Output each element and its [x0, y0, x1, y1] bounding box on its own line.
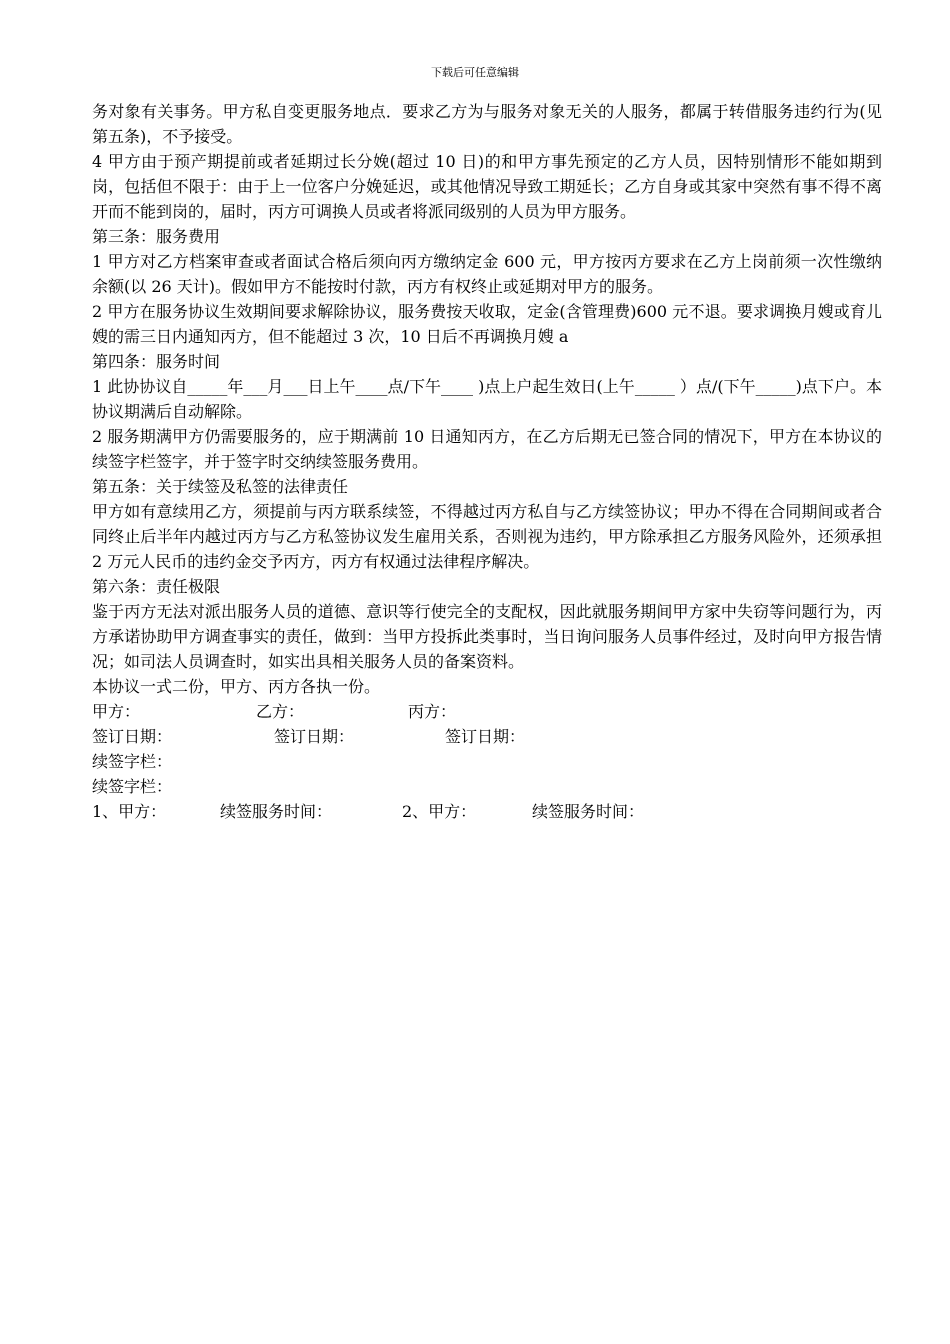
section-heading-5: 第五条：关于续签及私签的法律责任	[92, 477, 349, 496]
renewal-item-2-party: 2、甲方：	[402, 802, 477, 821]
renewal-item-2-time: 续签服务时间：	[532, 802, 645, 821]
renewal-item-1-party: 1、甲方：	[92, 802, 167, 821]
page-header: 下载后可任意编辑	[431, 66, 519, 79]
sign-date-row	[92, 724, 882, 749]
paragraph-copies: 本协议一式二份，甲方、丙方各执一份。	[92, 677, 381, 696]
party-c-signature: 丙方：	[408, 702, 457, 721]
renewal-line-1	[92, 749, 882, 774]
paragraph-clause-6: 鉴于丙方无法对派出服务人员的道德、意识等行使完全的支配权，因此就服务期间甲方家中失窃等问题行为，丙方承诺协助甲方调查事实的责任，做到：当甲方投拆此类事时，当日询问服务人员事件经过，及时向甲方报告情况；如司法人员调查时，如实出具相关服务人员的备案资料。	[92, 602, 882, 671]
section-heading-4: 第四条：服务时间	[92, 352, 221, 371]
renewal-label: 续签字栏：	[92, 777, 173, 796]
renewal-line-2	[92, 774, 882, 799]
party-a-sign-date: 签订日期：	[92, 727, 173, 746]
paragraph-clause-5: 甲方如有意续用乙方，须提前与丙方联系续签，不得越过丙方私自与乙方续签协议；甲办不得在合同期间或者合同终止后半年内越过丙方与乙方私签协议发生雇用关系，否则视为违约，甲方除承担乙方服务风险外，还须承担 2 万元人民币的违约金交予丙方，丙方有权通过法律程序解决。	[92, 502, 882, 571]
paragraph-clause-4-2: 2 服务期满甲方仍需要服务的，应于期满前 10 日通知丙方，在乙方后期无已签合同的情况下，甲方在本协议的续签字栏签字，并于签字时交纳续签服务费用。	[92, 427, 882, 471]
renewal-label: 续签字栏：	[92, 752, 173, 771]
paragraph-continuation: 务对象有关事务。甲方私自变更服务地点．要求乙方为与服务对象无关的人服务，都属于转借服务违约行为(见第五条)，不予接受。	[92, 102, 882, 146]
paragraph-clause-3-2: 2 甲方在服务协议生效期间要求解除协议，服务费按天收取，定金(含管理费)600 元不退。要求调换月嫂或育儿嫂的需三日内通知丙方，但不能超过 3 次，10 日后不再调换月嫂 a	[92, 302, 882, 346]
section-heading-3: 第三条：服务费用	[92, 227, 221, 246]
paragraph-clause-3-1: 1 甲方对乙方档案审查或者面试合格后须向丙方缴纳定金 600 元，甲方按丙方要求在乙方上岗前须一次性缴纳余额(以 26 天计)。假如甲方不能按时付款，丙方有权终止或延期对甲方的服务。	[92, 252, 882, 296]
signature-row	[92, 699, 882, 724]
renewal-item-1-time: 续签服务时间：	[220, 802, 333, 821]
party-a-signature: 甲方：	[92, 702, 141, 721]
paragraph-clause-4-1: 1 此协协议自_____年___月___日上午____点/下午____ )点上户起生效日(上午_____ ）点/(下午_____)点下户。本协议期满后自动解除。	[92, 377, 882, 421]
party-b-sign-date: 签订日期：	[274, 727, 355, 746]
party-b-signature: 乙方：	[256, 702, 305, 721]
document-body	[92, 99, 882, 824]
paragraph-clause-2-4: 4 甲方由于预产期提前或者延期过长分娩(超过 10 日)的和甲方事先预定的乙方人员，因特别情形不能如期到岗，包括但不限于：由于上一位客户分娩延迟，或其他情况导致工期延长；乙方自身或其家中突然有事不得不离开而不能到岗的，届时，丙方可调换人员或者将派同级别的人员为甲方服务。	[92, 152, 882, 221]
renewal-items-row	[92, 799, 882, 824]
section-heading-6: 第六条：责任极限	[92, 577, 221, 596]
party-c-sign-date: 签订日期：	[445, 727, 526, 746]
